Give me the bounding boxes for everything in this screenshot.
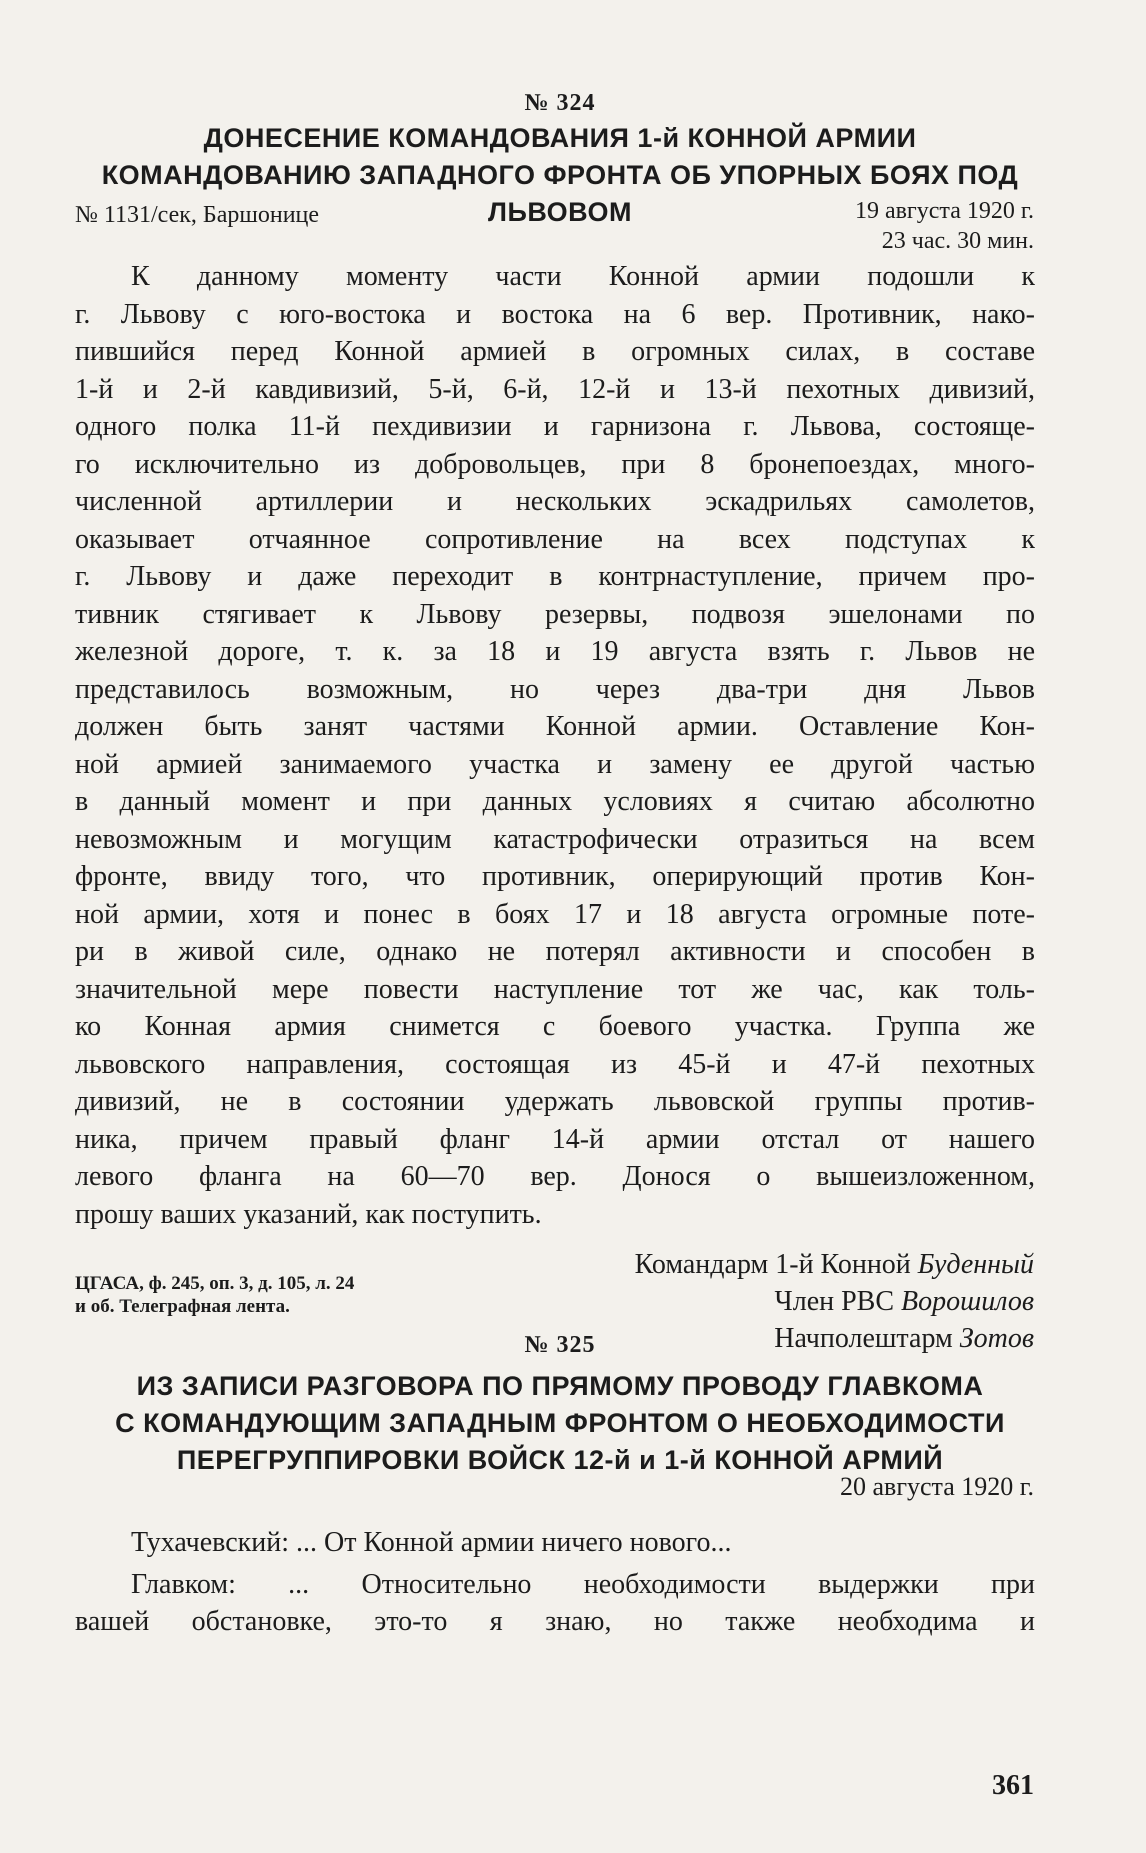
document-date-325: 20 августа 1920 г.	[840, 1472, 1034, 1501]
body-line: в данный момент и при данных условиях я считаю абсолютно	[75, 786, 1035, 817]
document-number-325: № 325	[524, 1332, 596, 1358]
body-line: г. Львову с юго-востока и востока на 6 вер. Противник, нако-	[75, 298, 1035, 330]
body-line: вашей обстановке, это-то я знаю, но также необходима и	[75, 1606, 1035, 1637]
body-line: львовского направления, состоящая из 45-й и 47-й пехотных	[75, 1048, 1035, 1080]
page-number: 361	[992, 1770, 1034, 1801]
title-line: КОМАНДОВАНИЮ ЗАПАДНОГО ФРОНТА ОБ УПОРНЫХ БОЯХ ПОД	[101, 160, 1019, 190]
signature-line	[635, 1246, 1034, 1283]
signature-line	[635, 1283, 1034, 1320]
document-body-325	[75, 1524, 1035, 1641]
body-line: ной армией занимаемого участка и замену ее другой частью	[75, 748, 1035, 780]
dialogue-line	[75, 1566, 1035, 1604]
speaker-name: Тухачевский:	[131, 1527, 289, 1558]
body-line: представилось возможным, но через два-три дня Львов	[75, 673, 1035, 705]
body-line: го исключительно из добровольцев, при 8 бронепоездах, много-	[75, 448, 1035, 480]
document-body-324	[75, 258, 1035, 1233]
source-line: и об. Телеграфная лента.	[75, 1296, 290, 1317]
title-line: ИЗ ЗАПИСИ РАЗГОВОРА ПО ПРЯМОМУ ПРОВОДУ ГЛАВКОМА	[136, 1371, 984, 1401]
archive-source	[75, 1272, 354, 1318]
document-date-time	[855, 196, 1034, 256]
title-line: ПЕРЕГРУППИРОВКИ ВОЙСК 12-й и 1-й КОННОЙ АРМИЙ	[176, 1445, 944, 1475]
body-line: ника, причем правый фланг 14-й армии отстал от нашего	[75, 1123, 1035, 1155]
title-line: С КОМАНДУЮЩИМ ЗАПАДНЫМ ФРОНТОМ О НЕОБХОДИМОСТИ	[115, 1408, 1005, 1438]
body-line: 1-й и 2-й кавдивизий, 5-й, 6-й, 12-й и 13-й пехотных дивизий,	[75, 373, 1035, 405]
body-line: ри в живой силе, однако не потерял активности и способен в	[75, 936, 1035, 967]
document-number-324: № 324	[524, 90, 596, 116]
source-line: ЦГАСА, ф. 245, оп. 3, д. 105, л. 24	[75, 1273, 355, 1294]
signature-name: Буденный	[917, 1249, 1034, 1280]
body-line: левого фланга на 60—70 вер. Донося о вышеизложенном,	[75, 1161, 1035, 1192]
body-line: ной армии, хотя и понес в боях 17 и 18 августа огромные поте-	[75, 898, 1035, 930]
document-date: 19 августа 1920 г.	[854, 198, 1034, 224]
body-line: дивизий, не в состоянии удержать львовской группы против-	[75, 1086, 1035, 1117]
body-line: должен быть занят частями Конной армии. Оставление Кон-	[75, 711, 1035, 742]
dialogue-line	[75, 1524, 1035, 1562]
title-line: ЛЬВОВОМ	[488, 197, 632, 227]
signature-name: Зотов	[959, 1323, 1034, 1354]
document-time: 23 час. 30 мин.	[881, 228, 1034, 254]
body-line: пившийся перед Конной армией в огромных силах, в составе	[75, 336, 1035, 367]
body-line: прошу ваших указаний, как поступить.	[75, 1198, 542, 1230]
signature-role: Член РВС	[774, 1286, 895, 1317]
body-line: железной дороге, т. к. за 18 и 19 августа взять г. Львов не	[75, 636, 1035, 667]
dialogue-text: ... Относительно необходимости выдержки при	[288, 1568, 1035, 1600]
body-line: К данному моменту части Конной армии подошли к	[131, 261, 1035, 292]
signature-role: Командарм 1-й Конной	[634, 1249, 911, 1280]
body-line: фронте, ввиду того, что противник, оперирующий против Кон-	[75, 861, 1035, 892]
body-line: численной артиллерии и нескольких эскадрильях самолетов,	[75, 486, 1035, 517]
body-line: г. Львову и даже переходит в контрнаступление, причем про-	[75, 561, 1035, 592]
speaker-name: Главком:	[131, 1568, 236, 1600]
body-line: невозможным и могущим катастрофически отразиться на всем	[75, 823, 1035, 855]
body-line: оказывает отчаянное сопротивление на всех подступах к	[75, 523, 1035, 555]
body-line: ко Конная армия снимется с боевого участка. Группа же	[75, 1011, 1035, 1042]
signature-name: Ворошилов	[901, 1286, 1034, 1317]
body-line: тивник стягивает к Львову резервы, подвозя эшелонами по	[75, 598, 1035, 630]
dialogue-text: ... От Конной армии ничего нового...	[296, 1527, 732, 1558]
body-line: одного полка 11-й пехдивизии и гарнизона г. Львова, состояще-	[75, 411, 1035, 442]
title-line: ДОНЕСЕНИЕ КОМАНДОВАНИЯ 1-й КОННОЙ АРМИИ	[203, 123, 917, 153]
body-line: значительной мере повести наступление тот же час, как толь-	[75, 973, 1035, 1005]
document-title-325	[60, 1368, 1060, 1479]
signature-role: Начполештарм	[774, 1323, 953, 1354]
document-reference: № 1131/сек, Баршонице	[75, 202, 320, 228]
